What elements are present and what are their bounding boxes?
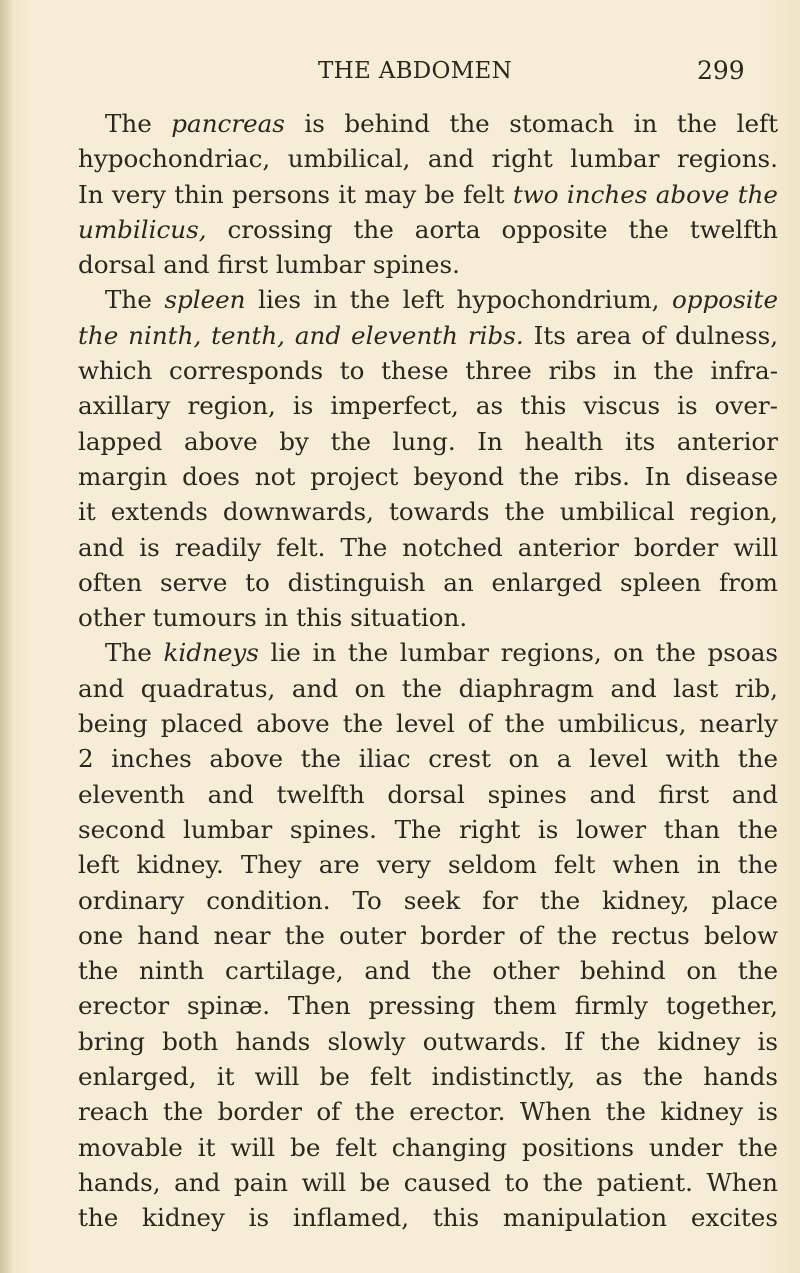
page-header: [0, 58, 800, 88]
text-line: [78, 530, 778, 565]
text-run: lie in the lumbar regions, on the psoas: [258, 638, 778, 668]
text-line: [78, 777, 778, 812]
text-run: is behind the stomach in the left: [284, 109, 778, 138]
text-line: [78, 812, 778, 847]
text-line: [78, 847, 778, 882]
text-line: [78, 1200, 778, 1235]
text-run: hands, and pain will be caused to the patient. When: [78, 1167, 778, 1197]
italic-term: pancreas: [171, 109, 285, 138]
text-line: [78, 918, 778, 953]
text-run: and quadratus, and on the diaphragm and last rib,: [78, 673, 778, 703]
text-line: [78, 212, 778, 247]
text-run: other tumours in this situation.: [78, 603, 468, 633]
text-run: often serve to distinguish an enlarged spleen from: [78, 567, 778, 597]
text-line: [78, 177, 778, 212]
italic-term: opposite: [671, 285, 778, 315]
text-run: the kidney is inflamed, this manipulation excites: [78, 1203, 778, 1233]
text-line: [78, 318, 778, 353]
page-number: 299: [697, 56, 745, 85]
text-run: crossing the aorta opposite the twelfth: [206, 214, 778, 244]
text-run: it extends downwards, towards the umbilical region,: [78, 497, 778, 527]
text-line: [78, 247, 778, 282]
text-line: [78, 1059, 778, 1094]
text-run: axillary region, is imperfect, as this viscus is over-: [78, 391, 778, 421]
italic-term: kidneys: [163, 638, 259, 668]
text-run: The: [105, 638, 164, 668]
text-run: being placed above the level of the umbilicus, nearly: [78, 709, 778, 739]
text-run: The: [105, 109, 172, 138]
text-run: left kidney. They are very seldom felt when in the: [78, 850, 778, 880]
text-line: [78, 388, 778, 423]
text-run: reach the border of the erector. When the kidney is: [78, 1097, 778, 1127]
italic-term: umbilicus,: [78, 214, 207, 244]
text-line: [78, 600, 778, 635]
text-line: [78, 635, 778, 670]
text-run: and is readily felt. The notched anterior border will: [78, 532, 778, 562]
text-run: Its area of dulness,: [523, 320, 779, 350]
italic-term: two inches above the: [512, 179, 778, 209]
text-run: bring both hands slowly outwards. If the kidney is: [78, 1026, 778, 1056]
text-run: lapped above by the lung. In health its anterior: [78, 426, 778, 456]
text-run: margin does not project beyond the ribs. In disease: [78, 461, 778, 491]
text-line: [78, 282, 778, 317]
text-run: enlarged, it will be felt indistinctly, as the hands: [78, 1062, 778, 1092]
text-line: [78, 141, 778, 176]
italic-term: the ninth, tenth, and eleventh ribs.: [78, 320, 524, 350]
text-line: [78, 353, 778, 388]
text-line: [78, 1165, 778, 1200]
page-binding-edge: [0, 0, 14, 1273]
text-run: eleventh and twelfth dorsal spines and first and: [78, 779, 778, 809]
text-line: [78, 1024, 778, 1059]
running-head: THE ABDOMEN: [318, 58, 513, 84]
text-run: 2 inches above the iliac crest on a level with the: [78, 744, 778, 774]
text-run: dorsal and first lumbar spines.: [78, 250, 460, 280]
text-run: which corresponds to these three ribs in the infra-: [78, 356, 778, 386]
text-run: The: [105, 285, 165, 315]
text-line: [78, 459, 778, 494]
text-line: [78, 741, 778, 776]
text-run: movable it will be felt changing positions under the: [78, 1132, 778, 1162]
text-line: [78, 988, 778, 1023]
text-line: [78, 953, 778, 988]
text-line: [78, 565, 778, 600]
text-run: erector spinæ. Then pressing them firmly together,: [78, 991, 778, 1021]
italic-term: spleen: [164, 285, 246, 315]
text-line: [78, 106, 778, 141]
text-line: [78, 1130, 778, 1165]
text-line: [78, 494, 778, 529]
text-run: lies in the left hypochondrium,: [245, 285, 672, 315]
text-line: [78, 671, 778, 706]
text-run: the ninth cartilage, and the other behind on the: [78, 956, 778, 986]
text-run: second lumbar spines. The right is lower than the: [78, 814, 778, 844]
text-line: [78, 1094, 778, 1129]
text-run: In very thin persons it may be felt: [78, 179, 513, 209]
text-line: [78, 424, 778, 459]
text-line: [78, 883, 778, 918]
body-text: [78, 106, 778, 1236]
text-run: one hand near the outer border of the rectus below: [78, 920, 778, 950]
text-line: [78, 706, 778, 741]
text-run: hypochondriac, umbilical, and right lumbar regions.: [78, 144, 778, 174]
text-run: ordinary condition. To seek for the kidney, place: [78, 885, 778, 915]
